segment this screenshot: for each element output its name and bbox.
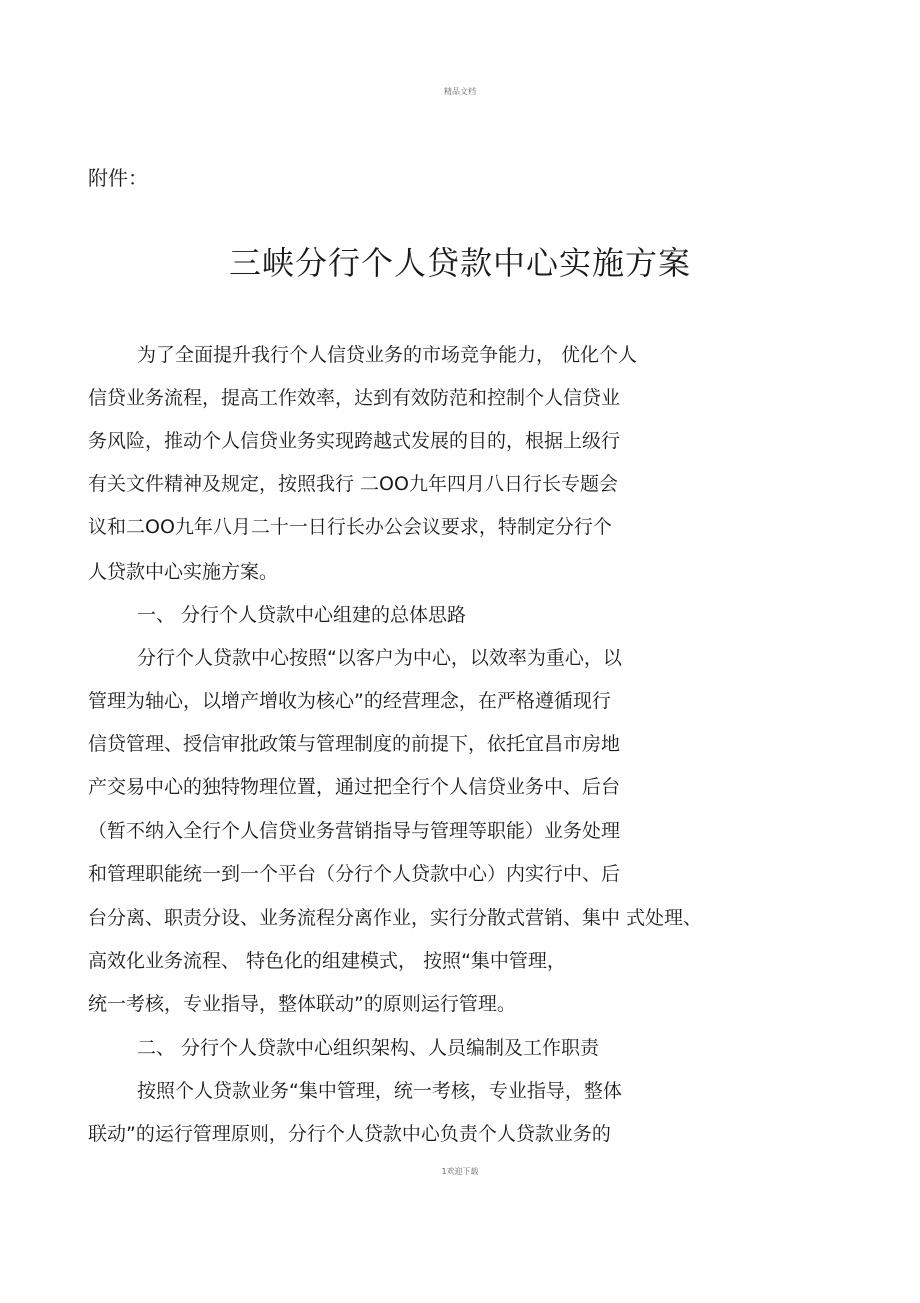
paragraph-line: 统一考核，专业指导，整体联动”的原则运行管理。 bbox=[88, 993, 516, 1015]
paragraph-line: 台分离、职责分设、业务流程分离作业，实行分散式营销、集中 式处理、 bbox=[88, 907, 703, 929]
paragraph-line: 人贷款中心实施方案。 bbox=[88, 561, 279, 583]
document-title: 三峡分行个人贷款中心实施方案 bbox=[228, 244, 691, 282]
paragraph-line: 务风险，推动个人信贷业务实现跨越式发展的目的，根据上级行 bbox=[88, 430, 621, 452]
paragraph-line: 为了全面提升我行个人信贷业务的市场竞争能力， 优化个人 bbox=[137, 344, 638, 366]
paragraph-line: 管理为轴心，以增产增收为核心”的经营理念，在严格遵循现行 bbox=[88, 690, 611, 712]
paragraph-line: 产交易中心的独特物理位置，通过把全行个人信贷业务中、后台 bbox=[88, 776, 621, 798]
section-heading: 二、 分行个人贷款中心组织架构、人员编制及工作职责 bbox=[137, 1037, 600, 1059]
attachment-label: 附件： bbox=[88, 166, 148, 190]
paragraph-line: 高效化业务流程、 特色化的组建模式， 按照“集中管理， bbox=[88, 950, 566, 972]
paragraph-line: 分行个人贷款中心按照“以客户为中心，以效率为重心，以 bbox=[137, 647, 622, 669]
paragraph-line: 信贷管理、授信审批政策与管理制度的前提下，依托宜昌市房地 bbox=[88, 733, 621, 755]
paragraph-line: （暂不纳入全行个人信贷业务营销指导与管理等职能）业务处理 bbox=[88, 820, 621, 842]
paragraph-line: 和管理职能统一到一个平台（分行个人贷款中心）内实行中、后 bbox=[88, 863, 621, 885]
paragraph-line: 按照个人贷款业务“集中管理，统一考核，专业指导，整体 bbox=[137, 1080, 622, 1102]
paragraph-line: 信贷业务流程，提高工作效率，达到有效防范和控制个人信贷业 bbox=[88, 387, 621, 409]
paragraph-line: 议和二OO九年八月二十一日行长办公会议要求，特制定分行个 bbox=[88, 516, 612, 538]
paragraph-line: 联动”的运行管理原则，分行个人贷款中心负责个人贷款业务的 bbox=[88, 1123, 611, 1145]
footer-note: 1欢迎下载 bbox=[441, 1167, 479, 1176]
paragraph-line: 有关文件精神及规定，按照我行 二OO九年四月八日行长专题会 bbox=[88, 473, 618, 495]
header-note: 精品文档 bbox=[444, 87, 476, 96]
section-heading: 一、 分行个人贷款中心组建的总体思路 bbox=[137, 604, 467, 626]
